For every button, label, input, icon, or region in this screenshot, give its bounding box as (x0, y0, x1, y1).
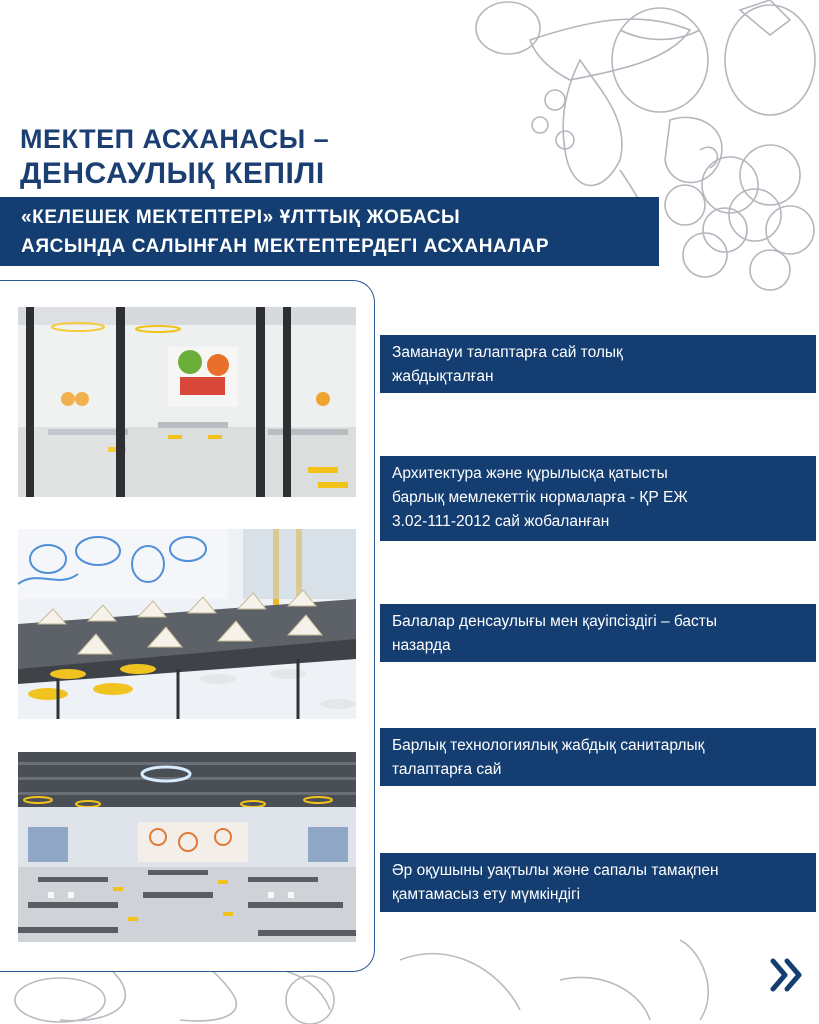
subtitle-banner (0, 197, 659, 266)
feature-item-4 (380, 728, 816, 786)
feature-3-line-1: Балалар денсаулығы мен қауіпсіздігі – басты (392, 613, 718, 630)
banner-line-2: АЯСЫНДА САЛЫНҒАН МЕКТЕПТЕРДЕГІ АСХАНАЛАР (21, 236, 550, 257)
feature-2-line-1: Архитектура және құрылысқа қатысты (392, 465, 668, 482)
feature-item-2 (380, 456, 816, 541)
feature-4-line-1: Барлық технологиялық жабдық санитарлық (392, 737, 705, 754)
title-line-1: МЕКТЕП АСХАНАСЫ – (20, 124, 330, 154)
feature-item-3 (380, 604, 816, 662)
feature-2-line-2: барлық мемлекеттік нормаларға - ҚР ЕЖ (392, 489, 688, 506)
banner-line-1: «КЕЛЕШЕК МЕКТЕПТЕРІ» ҰЛТТЫҚ ЖОБАСЫ (21, 207, 461, 228)
feature-5-line-1: Әр оқушыны уақтылы және сапалы тамақпен (392, 862, 719, 879)
feature-4-line-2: талаптарға сай (392, 761, 502, 778)
canteen-photo-1 (18, 307, 356, 497)
double-chevron-right-icon[interactable] (767, 955, 807, 995)
feature-item-5 (380, 853, 816, 912)
title-line-2: ДЕНСАУЛЫҚ КЕПІЛІ (20, 157, 325, 190)
canteen-photo-2 (18, 529, 356, 719)
canteen-photo-3 (18, 752, 356, 942)
feature-1-line-2: жабдықталған (392, 368, 494, 385)
feature-1-line-1: Заманауи талаптарға сай толық (392, 344, 623, 361)
feature-2-line-3: 3.02-111-2012 сай жобаланған (392, 513, 610, 530)
feature-item-1 (380, 335, 816, 393)
page-title (20, 122, 329, 192)
feature-3-line-2: назарда (392, 637, 451, 654)
feature-5-line-2: қамтамасыз ету мүмкіндігі (392, 886, 581, 903)
